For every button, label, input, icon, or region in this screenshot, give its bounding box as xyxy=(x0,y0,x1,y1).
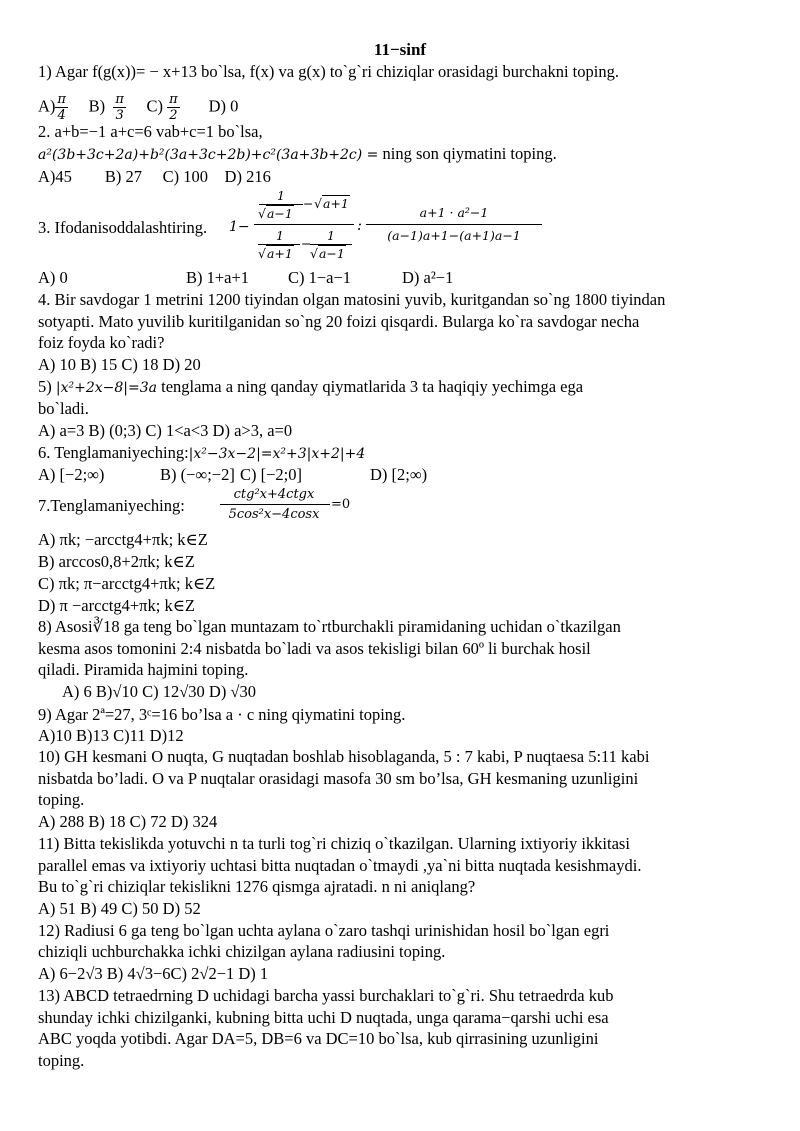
q5-prefix: 5) xyxy=(38,377,56,396)
q3-num-sqrt: √a−1 xyxy=(258,206,293,221)
question-8-line-3: qiladi. Piramida hajmini toping. xyxy=(38,660,249,679)
q3-one-minus: 1− xyxy=(229,219,250,235)
q5-expression: |x²+2x−8|=3a xyxy=(55,380,157,396)
question-12-line-2: chiziqli uchburchakka ichki chizilgan aylana radiusini toping. xyxy=(38,942,446,961)
q3-option-c: C) 1−a−1 xyxy=(288,268,352,287)
q7-option-c: C) πk; π−arcctg4+πk; k∈Z xyxy=(38,574,216,593)
q6-option-d: D) [2;∞) xyxy=(370,465,428,484)
q3-den-right-bot: √a−1 xyxy=(310,246,345,261)
question-4-line-1: 4. Bir savdogar 1 metrini 1200 tiyindan olgan matosini yuvib, kuritgandan so`ng 1800 tiyindan xyxy=(38,290,666,309)
q3-right-bar xyxy=(366,224,542,225)
question-5-line-1 xyxy=(38,377,583,398)
q2-option-c: C) 100 xyxy=(162,167,209,186)
question-10-line-3: toping. xyxy=(38,790,85,809)
q6-prefix: 6. Tenglamaniyeching: xyxy=(38,443,189,462)
q6-expression: |x²−3x−2|=x²+3|x+2|+4 xyxy=(188,446,366,462)
question-8-options: A) 6 B)√10 C) 12√30 D) √30 xyxy=(62,682,256,701)
q3-num-top: 1 xyxy=(277,188,285,203)
q3-option-b: B) 1+a+1 xyxy=(186,268,250,287)
question-5-options: A) a=3 B) (0;3) C) 1<a<3 D) a>3, a=0 xyxy=(38,421,293,440)
question-2-line-2 xyxy=(38,144,557,165)
question-13-line-1: 13) ABCD tetraedrning D uchidagi barcha yassi burchaklari to`g`ri. Shu tetraedrda kub xyxy=(38,986,614,1005)
q3-right-denominator: (a−1)a+1−(a+1)a−1 xyxy=(387,228,521,243)
q1-option-d: D) 0 xyxy=(208,96,239,116)
question-12-line-1: 12) Radiusi 6 ga teng bo`lgan uchta aylana o`zaro tashqi urinishidan hosil bo`lgan egri xyxy=(38,921,610,940)
question-2-line-1: 2. a+b=−1 a+c=6 vab+c=1 bo`lsa, xyxy=(38,122,263,141)
q7-option-b: B) arccos0,8+2πk; k∈Z xyxy=(38,552,195,571)
page-title: 11−sinf xyxy=(373,40,427,59)
question-7-prefix: 7.Tenglamaniyeching: xyxy=(38,496,185,515)
q3-right-numerator: a+1 · a²−1 xyxy=(419,205,489,220)
question-1-options xyxy=(38,92,238,123)
question-10-options: A) 288 B) 18 C) 72 D) 324 xyxy=(38,812,218,831)
q3-den-left-top: 1 xyxy=(276,228,284,243)
question-9-line: 9) Agar 2ª=27, 3ᶜ=16 bo’lsa a · c ning qiymatini toping. xyxy=(38,705,406,724)
q3-option-d: D) a²−1 xyxy=(402,268,454,287)
q7-denominator: 5cos²x−4cosx xyxy=(228,507,320,522)
question-11-line-3: Bu to`g`ri chiziqlar tekislikni 1276 qismga ajratadi. n ni aniqlang? xyxy=(38,877,476,896)
q2-option-a: A)45 xyxy=(38,167,72,186)
question-5-line-2: bo`ladi. xyxy=(38,399,89,418)
question-12-options: A) 6−2√3 B) 4√3−6C) 2√2−1 D) 1 xyxy=(38,964,269,983)
q2-expression: a²(3b+3c+2a)+b²(3a+3c+2b)+c²(3a+3b+2c) = xyxy=(38,147,379,163)
q7-option-a: A) πk; −arcctg4+πk; k∈Z xyxy=(38,530,208,549)
question-10-line-2: nisbatda bo’ladi. O va P nuqtalar orasidagi masofa 30 sm bo’lsa, GH kesmaning uzunligini xyxy=(38,769,639,788)
question-9-options: A)10 B)13 C)11 D)12 xyxy=(38,726,184,745)
q5-text: tenglama a ning qanday qiymatlarida 3 ta haqiqiy yechimga ega xyxy=(156,377,584,396)
question-11-line-1: 11) Bitta tekislikda yotuvchi n ta turli tog`ri chiziq o`tkazilgan. Ularning ixtiyoriy ikkitasi xyxy=(38,834,630,853)
question-4-line-2: sotyapti. Mato yuvilib kuritilganidan so`ng 20 foizi qisqardi. Bularga ko`ra savdogar necha xyxy=(38,312,640,331)
q3-option-a: A) 0 xyxy=(38,268,68,287)
question-1-text: 1) Agar f(g(x))= − x+13 bo`lsa, f(x) va g(x) to`g`ri chiziqlar orasidagi burchakni toping. xyxy=(38,62,619,81)
q3-den-right-top: 1 xyxy=(327,228,335,243)
q7-option-d: D) π −arcctg4+πk; k∈Z xyxy=(38,596,195,615)
q7-fraction-bar xyxy=(220,504,330,505)
question-13-line-2: shunday ichki chizilganki, kubning bitta uchi D nuqtada, unga qarama−qarshi uchi esa xyxy=(38,1008,609,1027)
q2-line-2-tail: ning son qiymatini toping. xyxy=(378,144,557,163)
question-4-line-3: foiz foyda ko`radi? xyxy=(38,333,165,352)
q6-option-c: C) [−2;0] xyxy=(240,465,303,484)
q1-option-a-fraction: $\frac{\pi}{4}$ xyxy=(57,92,66,123)
q3-colon: : xyxy=(357,216,363,234)
question-8-line-1: 8) Asosi∛18 ga teng bo`lgan muntazam to`rtburchakli piramidaning uchidan o`tkazilgan xyxy=(38,617,621,636)
question-11-line-2: parallel emas va ixtiyoriy uchtasi bitta nuqtadan o`tmaydi ,ya`ni bitta nuqtada kesishmaydi. xyxy=(38,856,642,875)
q6-option-b: B) (−∞;−2] xyxy=(160,465,235,484)
q1-option-b-label: B) xyxy=(88,96,106,116)
q2-option-b: B) 27 xyxy=(104,167,143,186)
question-6-line xyxy=(38,443,365,464)
question-13-line-4: toping. xyxy=(38,1051,85,1070)
q1-option-a-label: A) xyxy=(38,96,56,116)
q6-option-a: A) [−2;∞) xyxy=(38,465,105,484)
q3-den-left-bot: √a+1 xyxy=(258,246,293,261)
q2-option-d: D) 216 xyxy=(224,167,271,186)
q1-option-c-fraction: $\frac{\pi}{2}$ xyxy=(169,92,178,123)
q1-option-b-fraction: $\frac{\pi}{3}$ xyxy=(115,92,124,123)
q1-option-c-label: C) xyxy=(146,96,164,116)
question-4-options: A) 10 B) 15 C) 18 D) 20 xyxy=(38,355,201,374)
q7-numerator: ctg²x+4ctgx xyxy=(233,487,315,502)
q7-equals-zero: =0 xyxy=(331,497,351,512)
q3-den-minus: − xyxy=(301,236,312,251)
question-10-line-1: 10) GH kesmani O nuqta, G nuqtadan boshlab hisoblaganda, 5 : 7 kabi, P nuqtaesa 5:11 kabi xyxy=(38,747,650,766)
question-2-options xyxy=(38,167,271,187)
q3-main-bar-left xyxy=(254,224,354,225)
question-11-options: A) 51 B) 49 C) 50 D) 52 xyxy=(38,899,201,918)
question-13-line-3: ABC yoqda yotibdi. Agar DA=5, DB=6 va DC=10 bo`lsa, kub qirrasining uzunligini xyxy=(38,1029,599,1048)
question-3-label: 3. Ifodanisoddalashtiring. xyxy=(38,218,208,237)
q3-num-sqrt-a1: √a+1 xyxy=(314,196,349,211)
q3-num-minus: − xyxy=(303,196,314,211)
question-8-line-2: kesma asos tomonini 2:4 nisbatda bo`ladi va asos tekisligi bilan 60º li burchak hosil xyxy=(38,639,591,658)
